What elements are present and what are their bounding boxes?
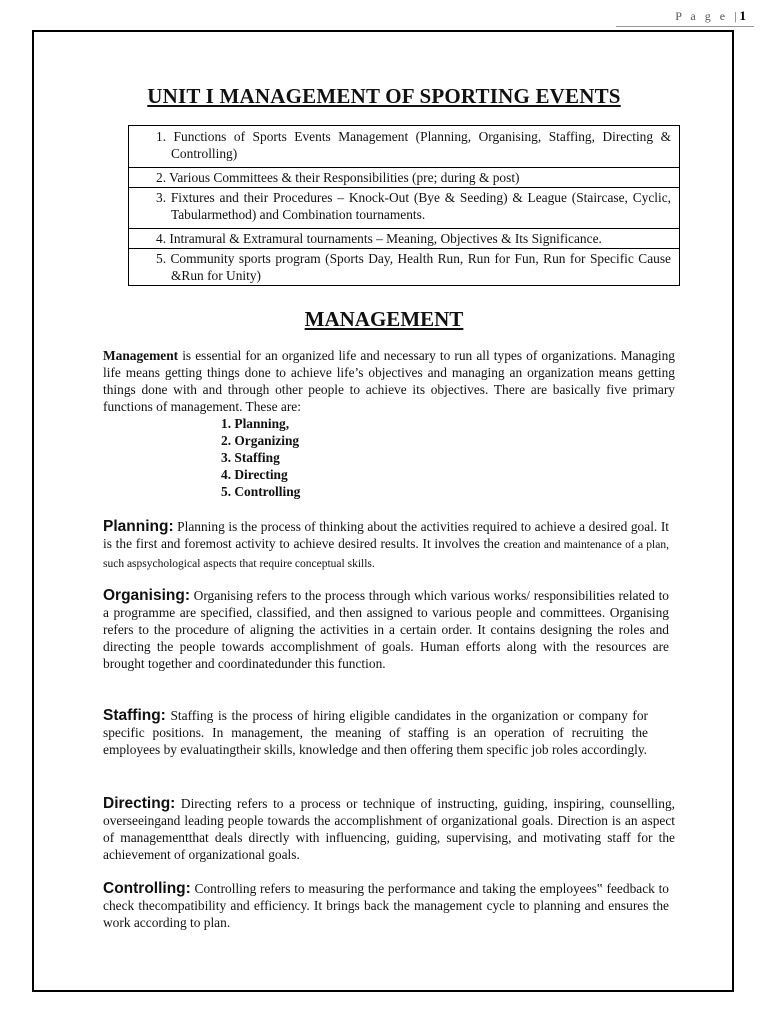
planning-section <box>103 518 669 573</box>
topic-row: 5. Community sports program (Sports Day, Health Run, Run for Fun, Run for Specific Cause &Run for Unity) <box>156 251 671 283</box>
page-label: P a g e | <box>675 9 740 23</box>
function-item: 5. Controlling <box>221 484 301 499</box>
function-item: 2. Organizing <box>221 433 300 448</box>
function-item: 3. Staffing <box>221 450 280 465</box>
controlling-term: Controlling: <box>103 880 191 897</box>
directing-text: Directing refers to a process or technique of instructing, guiding, inspiring, counselling, overseeingand leading people towards the accomplishment of organizational goals. Direction is an aspect of managementthat deals directly with influencing, guiding, supervising, and motivating staff for the achievement of organizational goals. <box>103 796 675 862</box>
planning-term: Planning: <box>103 518 174 535</box>
organising-section <box>103 587 669 672</box>
header-rule <box>616 26 754 27</box>
topics-table <box>128 125 680 286</box>
directing-term: Directing: <box>103 795 176 812</box>
topic-row: 3. Fixtures and their Procedures – Knock-Out (Bye & Seeding) & League (Staircase, Cyclic, Tabularmethod) and Combination tournaments. <box>129 188 679 229</box>
topic-row: 2. Various Committees & their Responsibilities (pre; during & post) <box>129 168 679 188</box>
organising-text: Organising refers to the process through which various works/ responsibilities related to a programme are specified, classified, and then assigned to various people and committees. Organising refers to the procedure of aligning the activities in a certain order. It contains designing the roles and directing the people towards accomplishment of goals. Human efforts along with the resources are brought together and coordinatedunder this function. <box>103 588 669 671</box>
page-number-value: 1 <box>739 8 746 23</box>
staffing-term: Staffing: <box>103 707 166 724</box>
intro-lead: Management <box>103 348 179 363</box>
organising-term: Organising: <box>103 587 190 604</box>
management-heading: MANAGEMENT <box>304 307 464 331</box>
staffing-section <box>103 707 648 758</box>
page-number <box>675 8 746 24</box>
function-item: 1. Planning, <box>221 416 290 431</box>
intro-paragraph <box>103 347 675 415</box>
intro-text: is essential for an organized life and necessary to run all types of organizations. Managing life means getting things done to achieve life’s objectives and managing an organization means getting things done with and through other people to achieve its objectives. There are basically five primary functions of management. These are: <box>103 348 675 414</box>
staffing-text: Staffing is the process of hiring eligible candidates in the organization or company for specific positions. In management, the meaning of staffing is an operation of recruiting the employees by evaluatingtheir skills, knowledge and then offering them specific job roles accordingly. <box>103 708 648 757</box>
topic-row: 1. Functions of Sports Events Management (Planning, Organising, Staffing, Directing & Controlling) <box>129 126 679 168</box>
planning-text-small: creation and maintenance of a plan, such aspsychological aspects that require conceptual skills. <box>103 539 669 570</box>
unit-title: UNIT I MANAGEMENT OF SPORTING EVENTS <box>147 84 621 108</box>
topic-row: 4. Intramural & Extramural tournaments – Meaning, Objectives & Its Significance. <box>129 229 679 249</box>
planning-text: Planning is the process of thinking about the activities required to achieve a desired goal. It is the first and foremost activity to achieve desired results. It involves the <box>103 519 669 551</box>
controlling-text: Controlling refers to measuring the performance and taking the employees‟ feedback to check thecompatibility and efficiency. It brings back the management cycle to planning and ensures the work according to plan. <box>103 881 669 930</box>
function-item: 4. Directing <box>221 467 288 482</box>
functions-list <box>221 415 300 500</box>
directing-section <box>103 795 675 863</box>
controlling-section <box>103 880 669 931</box>
